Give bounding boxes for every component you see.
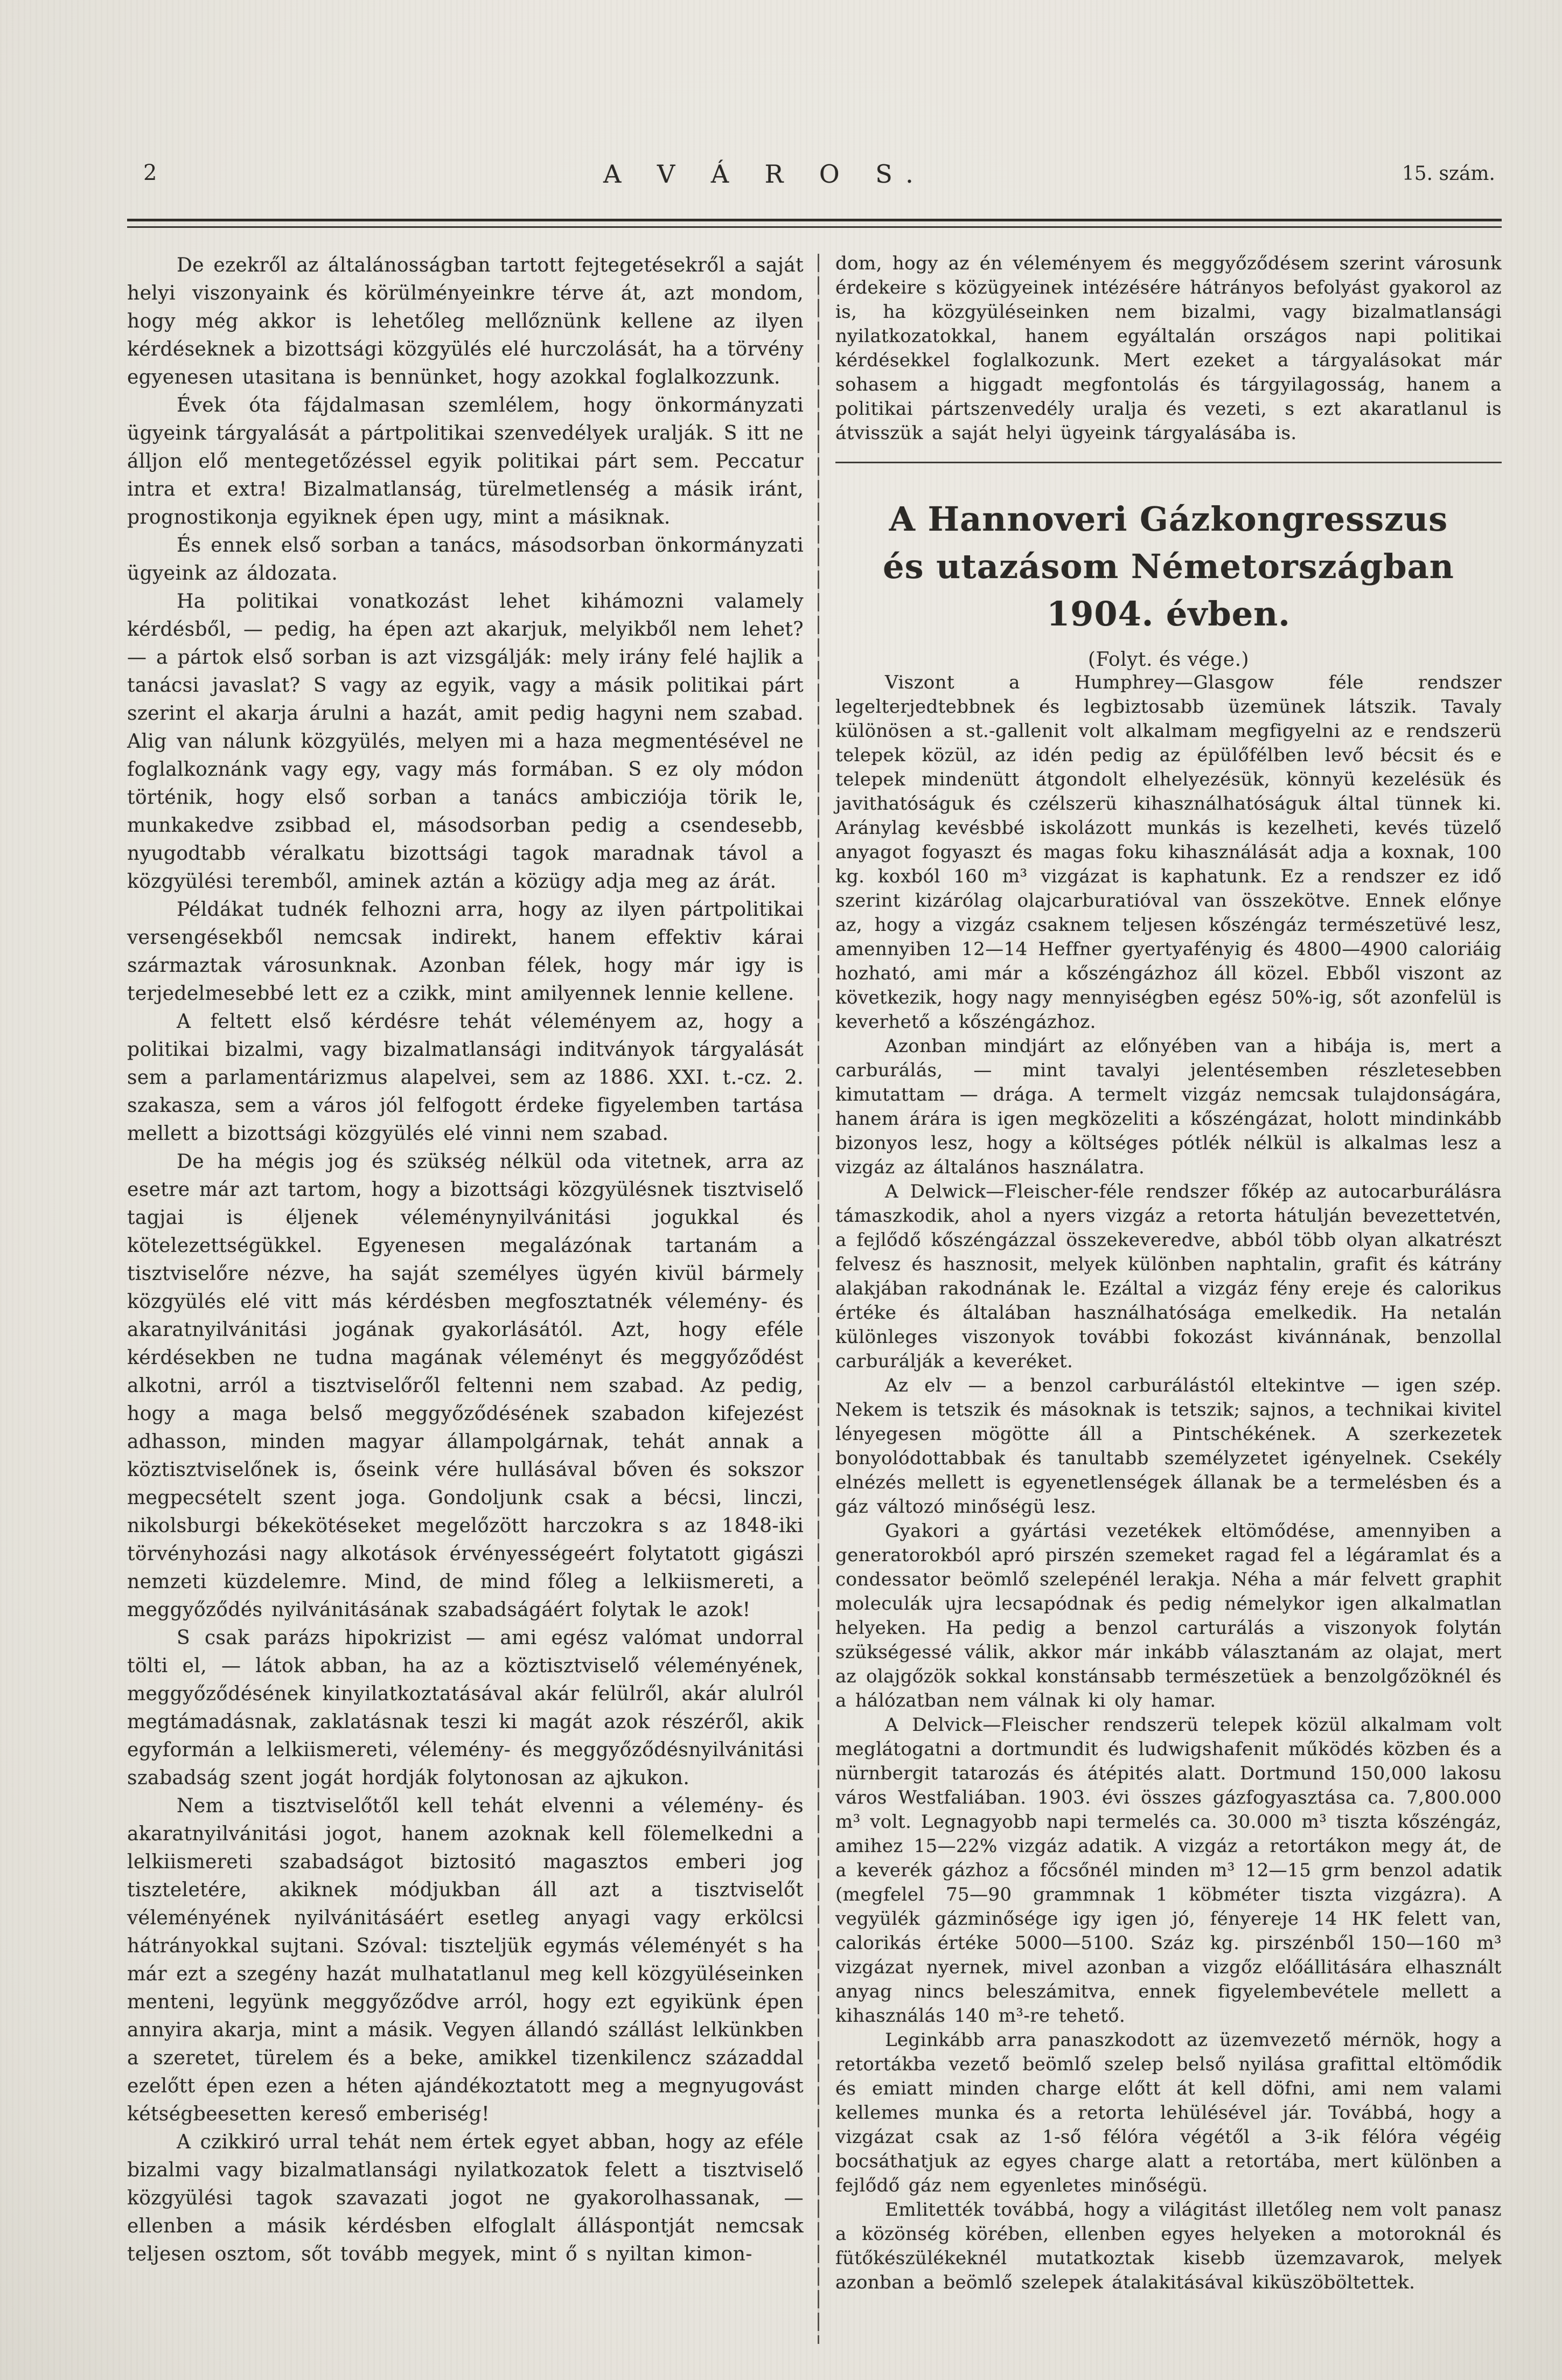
- article2-subtitle: (Folyt. és vége.): [1087, 649, 1250, 671]
- masthead: [128, 159, 1498, 191]
- article2-paragraph: Emlitették továbbá, hogy a világitást illetőleg nem volt panasz a közönség körében, ellenben egyes helyeken a motoroknál és fütőkészülékeknél mutatkoztak kisebb üzemzavarok, melyek azonban a beömlő szelepek átalakitásával kiküszöböltettek.: [835, 2199, 1502, 2293]
- article2-paragraph: A Delvick—Fleischer rendszerü telepek közül alkalmam volt meglátogatni a dortmundit és ludwigshafenit működés közben és a nürnbergit tatarozás és átépités alatt. Dortmund 150,000 lakosu város Westfaliában. 1903. évi összes gázfogyasztása ca. 7,800.000 m³ volt. Legnagyobb napi termelés ca. 30.000 m³ tiszta kőszéngáz, amihez 15—22% vizgáz adatik. A vizgáz a retortákon megy át, de a keverék gázhoz a főcsőnél minden m³ 12—15 grm benzol adatik (megfelel 75—90 grammnak 1 köbméter tiszta vizgázra). A vegyülék gázminősége igy igen jó, fényereje 14 HK felett van, calorikás értéke 5000—5100. Száz kg. pirszénből 150—160 m³ vizgázat nyernek, mivel azonban a vizgőz előállitására elhasznált anyag nincs beleszámitva, ennek figyelembevétele mellett a kihasználás 140 m³-re tehető.: [835, 1714, 1502, 2027]
- article-separator-rule: [835, 462, 1502, 463]
- article1-paragraph: De ezekről az általánosságban tartott fejtegetésekről a saját helyi viszonyaink és körülményeinkre térve át, azt mondom, hogy még akkor is lehetőleg mellőznünk kellene az ilyen kérdéseknek a bizottsági közgyülés elé hurczolását, ha a törvény egyenesen utasitana is bennünket, hogy azokkal foglalkozzunk.: [127, 254, 804, 388]
- article1-paragraph: És ennek első sorban a tanács, másodsorban önkormányzati ügyeink az áldozata.: [127, 534, 804, 584]
- article1-paragraph: Évek óta fájdalmasan szemlélem, hogy önkormányzati ügyeink tárgyalását a pártpolitikai szenvedélyek uralják. S itt ne álljon elő mentegetőzéssel egyik politikai párt sem. Peccatur intra et extra! Bizalmatlanság, türelmetlenség a másik iránt, prognostikonja egyiknek épen ugy, mint a másiknak.: [127, 394, 804, 528]
- article1-paragraph: S csak parázs hipokrizist — ami egész valómat undorral tölti el, — látok abban, ha az a köztisztviselő véleményének, meggyőződésének kinyilatkoztatásával akár felülről, akár alulról megtámadásnak, zaklatásnak teszi ki magát azok részéről, akik egyformán a lelkiismereti, vélemény- és meggyőződésnyilvánitási szabadság szent jogát hordják folytonosan az ajkukon.: [127, 1627, 804, 1789]
- text-columns: [127, 252, 1502, 2344]
- article2-title: [835, 496, 1502, 638]
- article2-title-line: 1904. évben.: [1047, 594, 1291, 634]
- right-column: [835, 252, 1502, 2344]
- journal-title: A V Á R O S.: [603, 159, 928, 189]
- article2-title-line: A Hannoveri Gázkongresszus: [889, 499, 1448, 539]
- article2-paragraph: Leginkább arra panaszkodott az üzemvezető mérnök, hogy a retortákba vezető beömlő szelep belső nyilása grafittal eltömődik és emiatt minden charge előtt át kell döfni, ami nem valami kellemes munka és a retorta lehülésével jár. Továbbá, hogy a vizgázat csak az 1-ső félóra végétől a 3-ik félóra végéig bocsáthatjuk az egyes charge alatt a retortába, mert különben a fejlődő gáz nem egyenletes minőségü.: [835, 2029, 1502, 2196]
- article2-paragraph: Viszont a Humphrey—Glasgow féle rendszer legelterjedtebbnek és legbiztosabb üzemünek látszik. Tavaly különösen a st.-gallenit volt alkalmam megfigyelni az e rendszerü telepek közül, az idén pedig az épülőfélben levő bécsit és e telepek mindenütt átgondolt elhelyezésük, könnyü kezelésük és javithatóságuk és czélszerü kihasználhatóságuk által tünnek ki. Aránylag kevésbbé iskolázott munkás is kezelheti, kevés tüzelő anyagot fogyaszt és magas foku kihasználását adja a koxnak, 100 kg. koxból 160 m³ vizgázat is kaphatunk. Ez a rendszer ez idő szerint kizárólag olajcarburatióval van összekötve. Ennek előnye az, hogy a vizgáz csaknem teljesen kőszéngáz természetüvé lesz, amennyiben 12—14 Heffner gyertyafényig és 4800—4900 caloriáig hozható, ami már a kőszéngázhoz áll közel. Ebből viszont az következik, hogy nagy mennyiségben egész 50%-ig, sőt azonfelül is keverhető a kőszéngázhoz.: [835, 672, 1502, 1033]
- article1-paragraph: De ha mégis jog és szükség nélkül oda vitetnek, arra az esetre már azt tartom, hogy a bizottsági közgyülésnek tisztviselő tagjai is éljenek véleménynyilvánitási jogukkal és kötelezettségükkel. Egyenesen megalázónak tartanám a tisztviselőre nézve, ha saját személyes ügyén kivül bármely közgyülés elé vitt más kérdésben megfosztatnék vélemény- és akaratnyilvánitási jogának gyakorlásától. Azt, hogy eféle kérdésekben ne tudna magának véleményt és meggyőződést alkotni, arról a tisztviselőről feltenni nem szabad. Az pedig, hogy a maga belső meggyőződésének szabadon kifejezést adhasson, minden magyar állampolgárnak, tehát annak a köztisztviselőnek is, őseink vére hullásával bőven és sokszor megpecsételt szent joga. Gondoljunk csak a bécsi, linczi, nikolsburgi békekötéseket megelőzött harczokra s az 1848-iki törvényhozási nagy alkotások érvényességeért folytatott gigászi nemzeti küzdelemre. Mind, de mind főleg a lelkiismereti, a meggyőződés nyilvánitásának szabadságáért folytak le azok!: [127, 1151, 804, 1621]
- article1-paragraph: A feltett első kérdésre tehát véleményem az, hogy a politikai bizalmi, vagy bizalmatlansági inditványok tárgyalását sem a parlamentárizmus alapelvei, sem az 1886. XXI. t.-cz. 2. szakasza, sem a város jól felfogott érdeke figyelemben tartása mellett a bizottsági közgyülés elé vinni nem szabad.: [127, 1011, 804, 1145]
- column-divider-rule: [818, 254, 819, 2344]
- article1-paragraph: Példákat tudnék felhozni arra, hogy az ilyen pártpolitikai versengésekből nemcsak indirekt, hanem effektiv kárai származtak városunknak. Azonban félek, hogy már igy is terjedelmesebbé lett ez a czikk, mint amilyennek lennie kellene.: [127, 899, 804, 1005]
- article1-paragraph: Nem a tisztviselőtől kell tehát elvenni a vélemény- és akaratnyilvánitási jogot, hanem azoknak kell fölemelkedni a lelkiismereti szabadságot biztositó magasztos emberi jog tiszteletére, akiknek módjukban áll azt a tisztviselőt véleményének nyilvánitásáért esetleg anyagi vagy erkölcsi hátrányokkal sujtani. Szóval: tiszteljük egymás véleményét s ha már ezt a szegény hazát mulhatatlanul meg kell közgyüléseinken menteni, legyünk meggyőződve arról, hogy ezt egyikünk épen annyira akarja, mint a másik. Vegyen állandó szállást lelkünkben a szeretet, türelem és a beke, amikkel tizenkilencz századdal ezelőtt épen ezen a héten ajándékoztatott meg a megnyugovást kétségbeesetten kereső emberiség!: [127, 1795, 804, 2125]
- article2-paragraph: Gyakori a gyártási vezetékek eltömődése, amennyiben a generatorokból apró pirszén szemeket ragad fel a légáramlat és a condessator beömlő szelepénél lerakja. Néha a már felvett graphit moleculák ujra lecsapódnak és pedig némelykor igen alkalmatlan helyeken. Ha pedig a benzol carturálás a viszonyok folytán szükségessé válik, akkor már inkább választanám az olajat, mert az olajgőzök sokkal konstánsabb természetüek a benzolgőzöknél és a hálózatban nem válnak ki oly hamar.: [835, 1520, 1502, 1711]
- article1-paragraph: Ha politikai vonatkozást lehet kihámozni valamely kérdésből, — pedig, ha épen azt akarjuk, melyikből nem lehet? — a pártok első sorban is azt vizsgálják: mely irány felé hajlik a tanácsi javaslat? S vagy az egyik, vagy a másik politikai párt szerint el akarja árulni a hazát, amit pedig hagyni nem szabad. Alig van nálunk közgyülés, melyen mi a haza megmentésével ne foglalkoznánk vagy egy, vagy más formában. S ez oly módon történik, hogy első sorban a tanács ambicziója törik le, munkakedve zsibbad el, másodsorban pedig a csendesebb, nyugodtabb véralkatu bizottsági tagok maradnak távol a közgyülési teremből, aminek aztán a közügy adja meg az árát.: [127, 590, 804, 893]
- left-column: [127, 252, 804, 2344]
- article2-paragraph: Az elv — a benzol carburálástól eltekintve — igen szép. Nekem is tetszik és másoknak is tetszik; sajnos, a technikai kivitel lényegesen mögötte áll a Pintschékének. A szerkezetek bonyolódottabbak és tanultabb személyzetet igényelnek. Csekély elnézés mellett is egyenetlenségek állanak be a termelésben és a gáz változó minőségü lesz.: [835, 1375, 1502, 1518]
- issue-number: 15. szám.: [1401, 163, 1495, 185]
- article2-paragraph: Azonban mindjárt az előnyében van a hibája is, mert a carburálás, — mint tavalyi jelentésemben részletesebben kimutattam — drága. A termelt vizgáz nemcsak tulajdonságára, hanem árára is igen megközeliti a kőszéngázat, holott mindinkább bizonyos lesz, hogy a költséges pótlék nélkül is alkalmas lesz a vizgáz az általános használatra.: [835, 1035, 1502, 1178]
- article1-continuation-paragraph: dom, hogy az én véleményem és meggyőződésem szerint városunk érdekeire s közügyeinek intézésére hátrányos befolyást gyakorol az is, ha közgyüléseinken nem bizalmi, vagy bizalmatlansági nyilatkozatokkal, hanem egyáltalán országos napi politikai kérdésekkel foglalkozunk. Mert ezeket a tárgyalásokat már sohasem a higgadt megfontolás és tárgyilagosság, hanem a politikai pártszenvedély uralja és vezeti, s ezt akaratlanul is átvisszük a saját helyi ügyeink tárgyalásába is.: [835, 253, 1502, 444]
- article2-title-line: és utazásom Németországban: [883, 547, 1454, 586]
- article1-paragraph: A czikkiró urral tehát nem értek egyet abban, hogy az eféle bizalmi vagy bizalmatlansági nyilatkozatok felett a tisztviselő közgyülési tagok szavazati jogot ne gyakorolhassanak, — ellenben a másik kérdésben elfoglalt álláspontját nemcsak teljesen osztom, sőt tovább megyek, mint ő s nyiltan kimon-: [127, 2131, 804, 2265]
- page-number: 2: [143, 161, 158, 185]
- article2-paragraph: A Delwick—Fleischer-féle rendszer főkép az autocarburálásra támaszkodik, ahol a nyers vizgáz a retorta hátulján bevezettetvén, a fejlődő kőszéngázzal összekeveredve, abból több olyan alkatrészt felvesz és hasznosit, melyek különben naphtalin, grafit és kátrány alakjában rakodnának le. Ezáltal a vizgáz fény ereje és calorikus értéke és általában használhatósága emelkedik. Ha netalán különleges viszonyok további fokozást kivánnának, benzollal carburálják a keveréket.: [835, 1181, 1502, 1372]
- masthead-double-rule: [127, 219, 1502, 228]
